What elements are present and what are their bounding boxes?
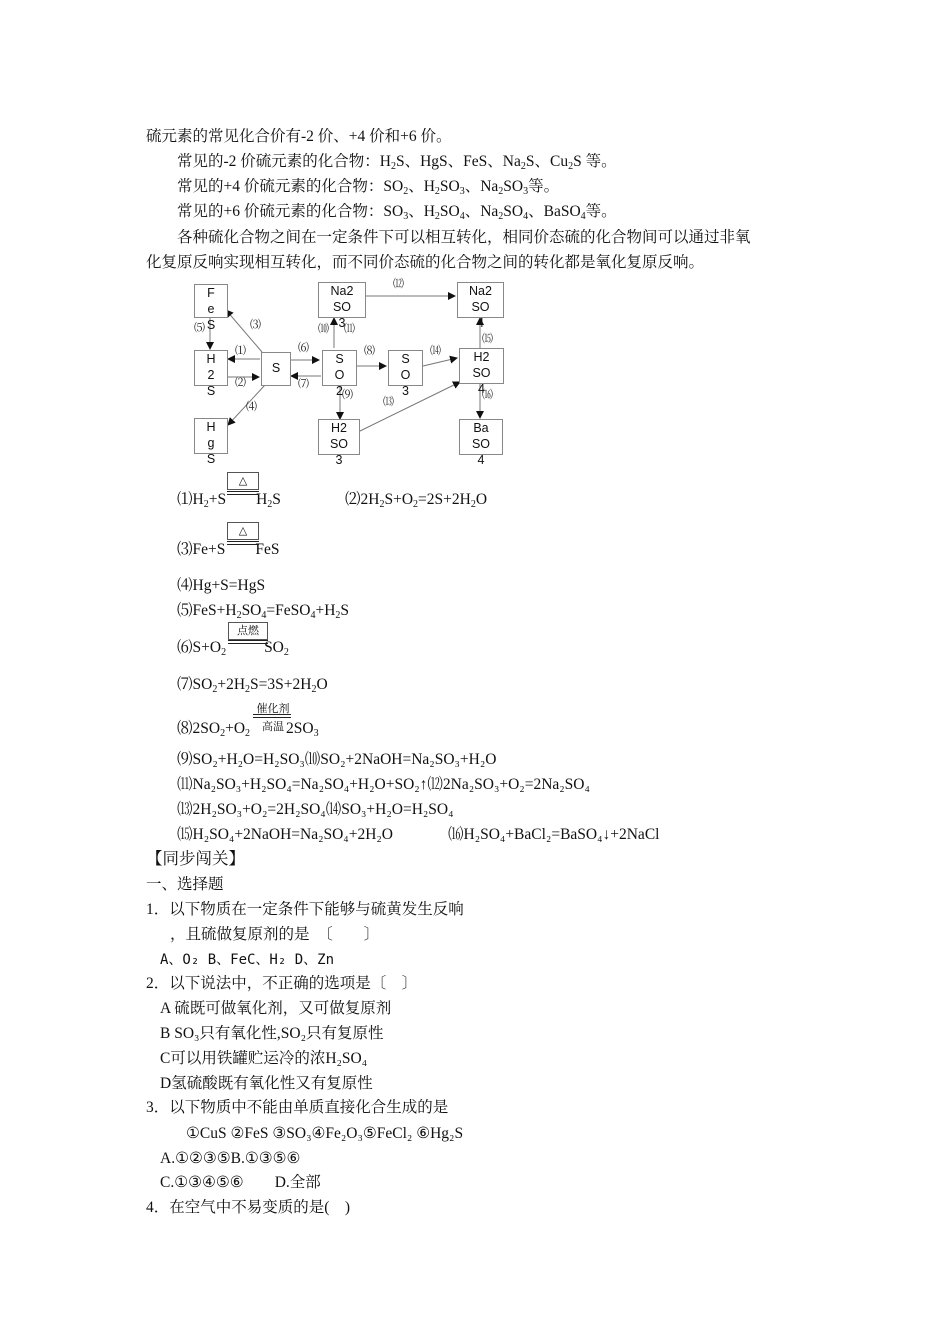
reaction-label-6: ⑹: [298, 342, 309, 354]
intro-paragraph-2: 化复原反响实现相互转化，而不同价态硫的化合物之间的转化都是氧化复原反响。: [146, 254, 705, 271]
heat-condition-1: △: [227, 472, 259, 490]
equation-1: $⑴H_2+S$ $H_2S$: [177, 491, 281, 510]
question-2-option-a: A 硫既可做氧化剂，又可做复原剂: [160, 1000, 392, 1017]
equation-7: $⑺SO_2+2H_2S=3S+2H_2O$: [177, 676, 328, 695]
reaction-label-15: ⒂: [482, 333, 493, 345]
intro-line-4: 常见的+6 价硫元素的化合物：$SO_3$、$H_2SO_4$、$Na_2SO_4$、BaSO$_4$等。: [177, 203, 617, 222]
equals-bar-6: [228, 640, 268, 644]
reaction-label-4: ⑷: [246, 401, 257, 413]
compound-box-baso4: Ba SO 4: [459, 419, 503, 455]
equation-15: ⒂H₂SO₄+2NaOH=Na₂SO₄+2H₂O: [177, 826, 393, 843]
compound-box-hgs: H g S: [194, 418, 228, 454]
catalyst-condition: 催化剂: [256, 703, 290, 715]
compound-box-s: S: [261, 352, 291, 386]
ignite-condition: 点燃: [228, 622, 268, 640]
question-1-options: A、O₂ B、FeC、H₂ D、Zn: [160, 952, 335, 968]
question-3-options-ab: A.①②③⑤B.①③⑤⑥: [160, 1150, 301, 1167]
reaction-label-14: ⒁: [430, 345, 441, 357]
equation-2: $⑵2H_2S+O_2=2S+2H_2O$: [345, 491, 488, 510]
section-subheading: 一、选择题: [146, 876, 224, 893]
reaction-label-5: ⑸: [194, 322, 205, 334]
equals-bar-3: [227, 541, 259, 545]
question-3-items: ①CuS ②FeS ③SO₃④Fe₂O₃⑤FeCl₂ ⑥Hg₂S: [186, 1125, 464, 1142]
section-heading: 【同步闯关】: [146, 849, 245, 868]
reaction-label-12: ⑿: [393, 278, 404, 290]
equals-bar-1: [227, 491, 259, 495]
question-1-continued: ，且硫做复原剂的是 〔 〕: [170, 926, 380, 943]
compound-box-h2so3: H2 SO 3: [318, 419, 360, 455]
question-2: 2．以下说法中，不正确的选项是〔 〕: [146, 975, 418, 992]
question-3-options-cd: C.①③④⑤⑥ D.全部: [160, 1174, 321, 1191]
compound-box-h2s: H 2 S: [194, 350, 228, 386]
reaction-label-1: ⑴: [235, 345, 246, 357]
equation-11-12: ⑾Na₂SO₃+H₂SO₄=Na₂SO₄+H₂O+SO₂↑⑿2Na₂SO₃+O₂=2Na₂SO₄: [177, 776, 590, 793]
equation-16: ⒃H₂SO₄+BaCl₂=BaSO₄↓+2NaCl: [448, 826, 660, 843]
reaction-label-9: ⑼: [342, 389, 353, 401]
reaction-label-2: ⑵: [235, 377, 246, 389]
question-1: 1．以下物质在一定条件下能够与硫黄发生反响: [146, 901, 464, 918]
compound-box-h2so4: H2 SO 4: [459, 348, 504, 384]
compound-box-na2so3: Na2 SO 3: [318, 282, 366, 318]
equation-8: $⑻2SO_2+O_2$ $2SO_3$: [177, 720, 319, 739]
compound-box-fes: F e S: [194, 284, 228, 318]
question-2-option-c: C可以用铁罐贮运冷的浓H₂SO₄: [160, 1050, 368, 1067]
compound-box-so2: S O 2: [322, 350, 357, 386]
question-2-option-d: D氢硫酸既有氧化性又有复原性: [160, 1075, 373, 1092]
reaction-label-16: ⒃: [482, 389, 493, 401]
intro-line-2: 常见的-2 价硫元素的化合物：$H_2S$、HgS、FeS、$Na_2S$、$Cu_2S$ 等。: [177, 153, 617, 172]
intro-line-1: 硫元素的常见化合价有-2 价、+4 价和+6 价。: [146, 128, 452, 145]
intro-line-3: 常见的+4 价硫元素的化合物：$SO_2$、$H_2SO_3$、$Na_2SO_3$等。: [177, 178, 560, 197]
hightemp-condition: 高温: [262, 721, 284, 733]
equation-5: $⑸FeS+H_2SO_4=FeSO_4+H_2S$: [177, 602, 350, 621]
reaction-label-11: ⑾: [344, 323, 355, 335]
equation-4: ⑷Hg+S=HgS: [177, 577, 266, 594]
reaction-label-3: ⑶: [250, 319, 261, 331]
equation-3: ⑶Fe+S FeS: [177, 541, 280, 558]
question-2-option-b: B SO₃只有氧化性,SO₂只有复原性: [160, 1025, 384, 1042]
compound-box-na2so4: Na2 SO 4: [457, 282, 504, 318]
reaction-label-7: ⑺: [298, 378, 309, 390]
reaction-label-10: ⑽: [318, 323, 329, 335]
equation-9-10: ⑼SO₂+H₂O=H₂SO₃⑽SO₂+2NaOH=Na₂SO₃+H₂O: [177, 751, 497, 768]
equation-6: $⑹S+O_2$ $SO_2$: [177, 639, 289, 658]
reaction-label-8: ⑻: [364, 345, 375, 357]
intro-paragraph-1: 各种硫化合物之间在一定条件下可以相互转化，相同价态硫的化合物间可以通过非氧: [177, 229, 751, 246]
question-3: 3．以下物质中不能由单质直接化合生成的是: [146, 1099, 449, 1116]
equation-13-14: ⒀2H₂SO₃+O₂=2H₂SO₄⒁SO₃+H₂O=H₂SO₄: [177, 801, 454, 818]
question-4: 4．在空气中不易变质的是( ): [146, 1199, 351, 1216]
heat-condition-3: △: [227, 522, 259, 540]
compound-box-so3: S O 3: [388, 350, 423, 386]
reaction-label-13: ⒀: [383, 396, 394, 408]
